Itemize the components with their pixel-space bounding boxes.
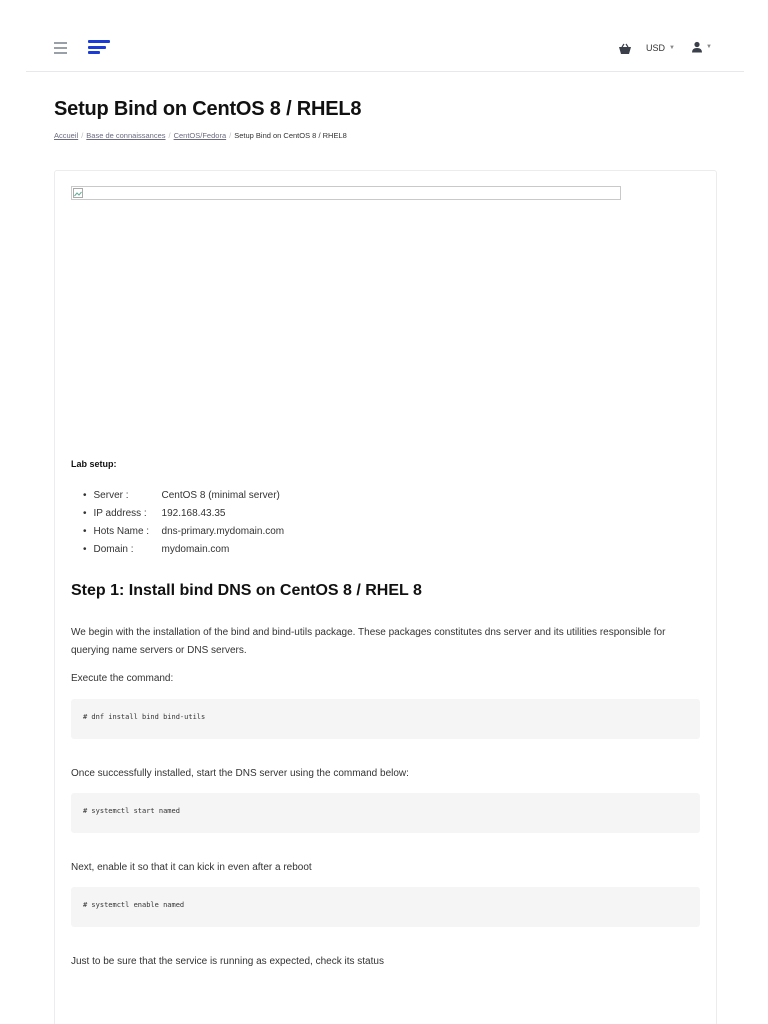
currency-label: USD [646,43,666,53]
user-icon [691,41,703,53]
execute-paragraph: Execute the command: [71,673,174,684]
code-block-enable[interactable]: # systemctl enable named [71,887,700,927]
code-block-install[interactable]: # dnf install bind bind-utils [71,699,700,739]
breadcrumb: Accueil / Base de connaissances / CentOS/Fedora / Setup Bind on CentOS 8 / RHEL8 [54,131,347,140]
chevron-down-icon: ▼ [706,44,712,50]
chevron-down-icon: ▼ [669,45,675,51]
list-item: • Domain : mydomain.com [83,541,284,559]
list-item: • Hots Name : dns-primary.mydomain.com [83,522,284,540]
breadcrumb-current: Setup Bind on CentOS 8 / RHEL8 [234,131,347,140]
menu-icon[interactable] [54,42,67,54]
lab-setup-title: Lab setup: [71,459,117,469]
list-item: • IP address : 192.168.43.35 [83,504,284,522]
top-bar [26,0,744,72]
step-1-heading: Step 1: Install bind DNS on CentOS 8 / RHEL 8 [71,582,422,599]
list-item: • Server : CentOS 8 (minimal server) [83,486,284,504]
broken-image-icon [73,188,83,198]
lab-setup-list [83,486,284,559]
breadcrumb-home[interactable]: Accueil [54,131,79,140]
logo[interactable] [88,40,112,56]
basket-icon[interactable] [618,42,632,54]
broken-image [71,186,621,200]
currency-selector[interactable] [646,43,675,53]
page-title: Setup Bind on CentOS 8 / RHEL8 [54,98,362,120]
enable-paragraph: Next, enable it so that it can kick in even after a reboot [71,862,312,873]
account-menu[interactable] [691,41,712,53]
code-block-start[interactable]: # systemctl start named [71,793,700,833]
article-card [54,170,717,1024]
status-paragraph: Just to be sure that the service is running as expected, check its status [71,956,384,967]
breadcrumb-category[interactable]: CentOS/Fedora [173,131,227,140]
start-paragraph: Once successfully installed, start the DNS server using the command below: [71,768,409,779]
breadcrumb-knowledgebase[interactable]: Base de connaissances [86,131,166,140]
intro-paragraph: We begin with the installation of the bind and bind-utils package. These packages constitutes dns server and its utilities responsible for querying name servers or DNS servers. [71,627,666,656]
